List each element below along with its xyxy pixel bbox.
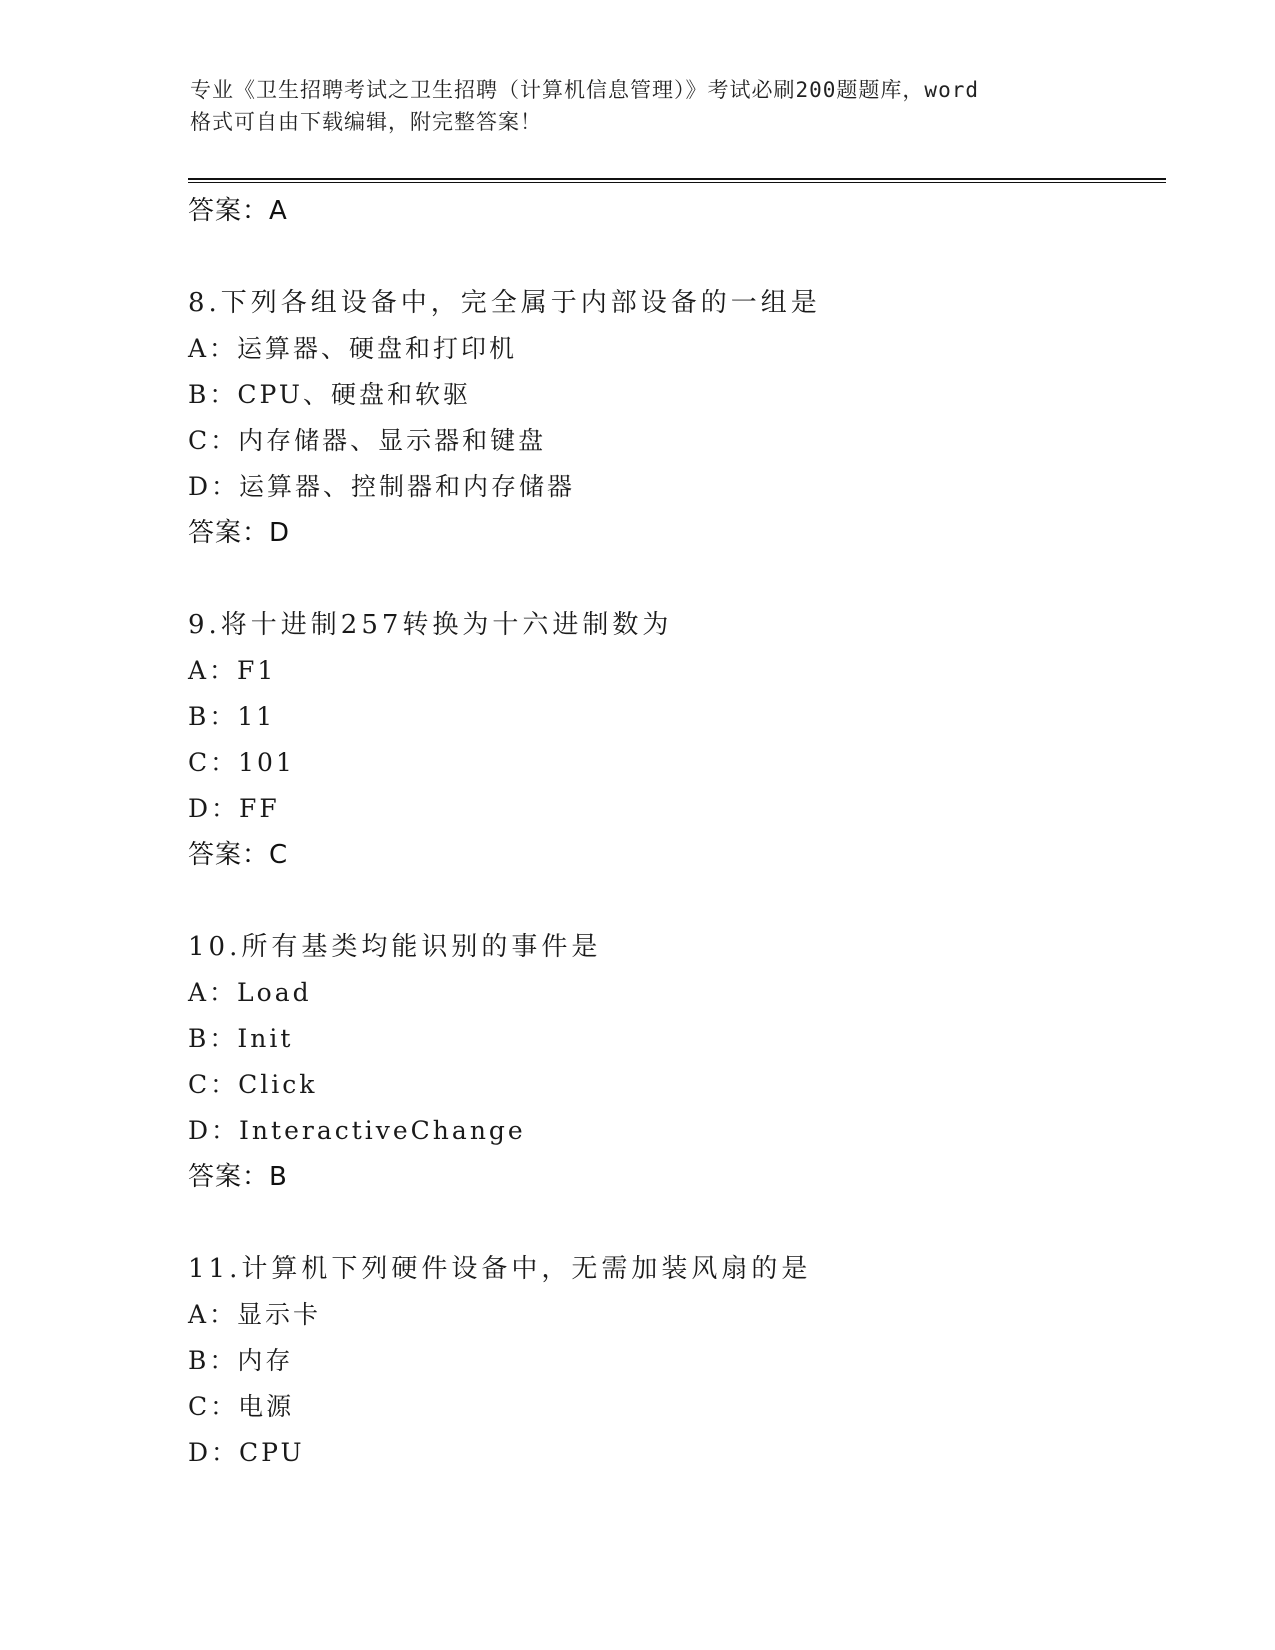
option-b: B：内存 — [188, 1346, 294, 1375]
question-title: 10.所有基类均能识别的事件是 — [188, 932, 602, 962]
question-title: 11.计算机下列硬件设备中，无需加装风扇的是 — [188, 1254, 812, 1284]
question-8 — [188, 280, 1148, 556]
option-c: C：内存储器、显示器和键盘 — [188, 426, 547, 455]
option-a: A：F1 — [188, 656, 277, 685]
question-title: 9.将十进制257转换为十六进制数为 — [188, 610, 673, 640]
answer-line: 答案：D — [188, 518, 291, 548]
header-line-1: 专业《卫生招聘考试之卫生招聘（计算机信息管理）》考试必刷200题题库，word — [190, 78, 979, 102]
option-b: B：Init — [188, 1024, 294, 1053]
answer-line: 答案：A — [188, 196, 288, 226]
header-line-2: 格式可自由下载编辑，附完整答案！ — [190, 110, 542, 134]
option-c: C：电源 — [188, 1392, 295, 1421]
answer-line: 答案：C — [188, 840, 289, 870]
option-c: C：101 — [188, 748, 295, 777]
option-b: B：CPU、硬盘和软驱 — [188, 380, 471, 409]
question-title: 8.下列各组设备中，完全属于内部设备的一组是 — [188, 288, 821, 318]
option-a: A：显示卡 — [188, 1300, 322, 1329]
answer-line: 答案：B — [188, 1162, 288, 1192]
option-a: A：运算器、硬盘和打印机 — [188, 334, 518, 363]
option-d: D：CPU — [188, 1438, 305, 1467]
question-9 — [188, 602, 1148, 878]
question-10 — [188, 924, 1148, 1200]
document-body — [188, 188, 1148, 1476]
option-b: B：11 — [188, 702, 276, 731]
document-header — [190, 74, 1095, 138]
option-c: C：Click — [188, 1070, 318, 1099]
question-11 — [188, 1246, 1148, 1476]
option-a: A：Load — [188, 978, 312, 1007]
option-d: D：FF — [188, 794, 280, 823]
option-d: D：运算器、控制器和内存储器 — [188, 472, 576, 501]
option-d: D：InteractiveChange — [188, 1116, 526, 1145]
header-divider — [188, 178, 1166, 183]
